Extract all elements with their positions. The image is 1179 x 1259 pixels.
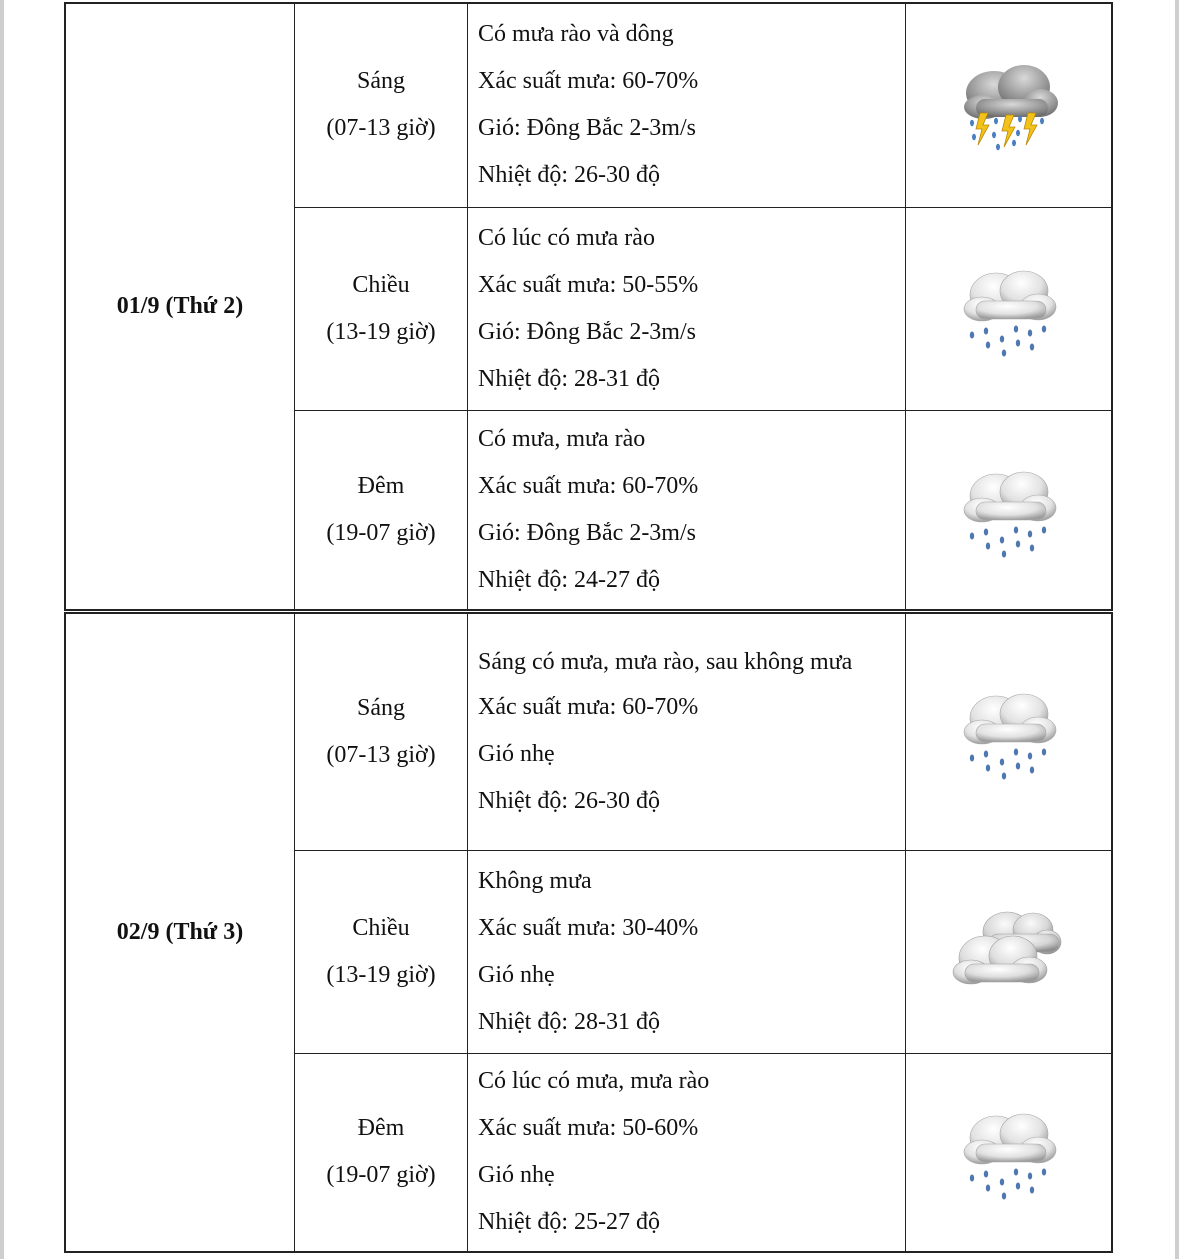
weather-summary: Có lúc có mưa, mưa rào [478, 1068, 710, 1095]
period-name: Sáng [357, 68, 405, 95]
weather-summary: Không mưa [478, 867, 592, 894]
rain-probability: Xác suất mưa: 60-70% [478, 694, 699, 721]
period-hours: (07-13 giờ) [326, 741, 436, 768]
weather-summary: Có mưa rào và dông [478, 21, 674, 48]
icon-cell [906, 3, 1113, 207]
temperature-info: Nhiệt độ: 28-31 độ [478, 365, 660, 392]
wind-info: Gió: Đông Bắc 2-3m/s [478, 519, 696, 546]
icon-cell [906, 410, 1113, 610]
description-cell [468, 410, 906, 610]
description-cell [468, 613, 906, 850]
page-edge-left [0, 0, 4, 1259]
cloudy-icon [949, 902, 1069, 1002]
day-label: 02/9 (Thứ 3) [116, 919, 244, 945]
rain-probability: Xác suất mưa: 60-70% [478, 472, 699, 499]
wind-info: Gió: Đông Bắc 2-3m/s [478, 115, 696, 142]
day-cell [65, 3, 295, 610]
temperature-info: Nhiệt độ: 26-30 độ [478, 788, 660, 815]
period-cell [295, 613, 468, 850]
thunderstorm-icon [954, 55, 1064, 155]
temperature-info: Nhiệt độ: 26-30 độ [478, 162, 660, 189]
rain-icon [954, 460, 1064, 560]
rain-icon [954, 259, 1064, 359]
weather-summary: Sáng có mưa, mưa rào, sau không mưa [478, 649, 853, 676]
description-cell [468, 850, 906, 1053]
weather-summary: Có mưa, mưa rào [478, 425, 646, 452]
icon-cell [906, 1053, 1113, 1252]
period-hours: (19-07 giờ) [326, 519, 436, 546]
period-cell [295, 207, 468, 410]
table-row [65, 613, 1112, 850]
icon-cell [906, 613, 1113, 850]
wind-info: Gió nhẹ [478, 961, 555, 988]
period-hours: (13-19 giờ) [326, 318, 436, 345]
period-name: Chiều [352, 271, 410, 298]
forecast-day-block-2 [64, 612, 1113, 1253]
period-name: Đêm [357, 1115, 405, 1142]
rain-probability: Xác suất mưa: 60-70% [478, 68, 699, 95]
page-edge-right [1175, 0, 1179, 1259]
day-cell [65, 613, 295, 1252]
weather-summary: Có lúc có mưa rào [478, 224, 655, 251]
day-label: 01/9 (Thứ 2) [116, 293, 244, 319]
period-name: Chiều [352, 914, 410, 941]
period-hours: (13-19 giờ) [326, 961, 436, 988]
table-row [65, 3, 1112, 207]
forecast-table-day-1 [64, 2, 1113, 611]
rain-icon [954, 1102, 1064, 1202]
period-cell [295, 850, 468, 1053]
icon-cell [906, 207, 1113, 410]
rain-probability: Xác suất mưa: 30-40% [478, 914, 699, 941]
icon-cell [906, 850, 1113, 1053]
wind-info: Gió nhẹ [478, 1162, 555, 1189]
forecast-day-block-1 [64, 2, 1113, 611]
description-cell [468, 3, 906, 207]
description-cell [468, 207, 906, 410]
wind-info: Gió nhẹ [478, 741, 555, 768]
period-cell [295, 410, 468, 610]
period-cell [295, 1053, 468, 1252]
forecast-table-day-2 [64, 612, 1113, 1253]
period-name: Đêm [357, 472, 405, 499]
period-hours: (07-13 giờ) [326, 115, 436, 142]
period-name: Sáng [357, 694, 405, 721]
period-hours: (19-07 giờ) [326, 1162, 436, 1189]
temperature-info: Nhiệt độ: 28-31 độ [478, 1008, 660, 1035]
temperature-info: Nhiệt độ: 25-27 độ [478, 1209, 660, 1236]
rain-probability: Xác suất mưa: 50-55% [478, 271, 699, 298]
rain-icon [954, 682, 1064, 782]
period-cell [295, 3, 468, 207]
rain-probability: Xác suất mưa: 50-60% [478, 1115, 699, 1142]
wind-info: Gió: Đông Bắc 2-3m/s [478, 318, 696, 345]
description-cell [468, 1053, 906, 1252]
temperature-info: Nhiệt độ: 24-27 độ [478, 566, 660, 593]
